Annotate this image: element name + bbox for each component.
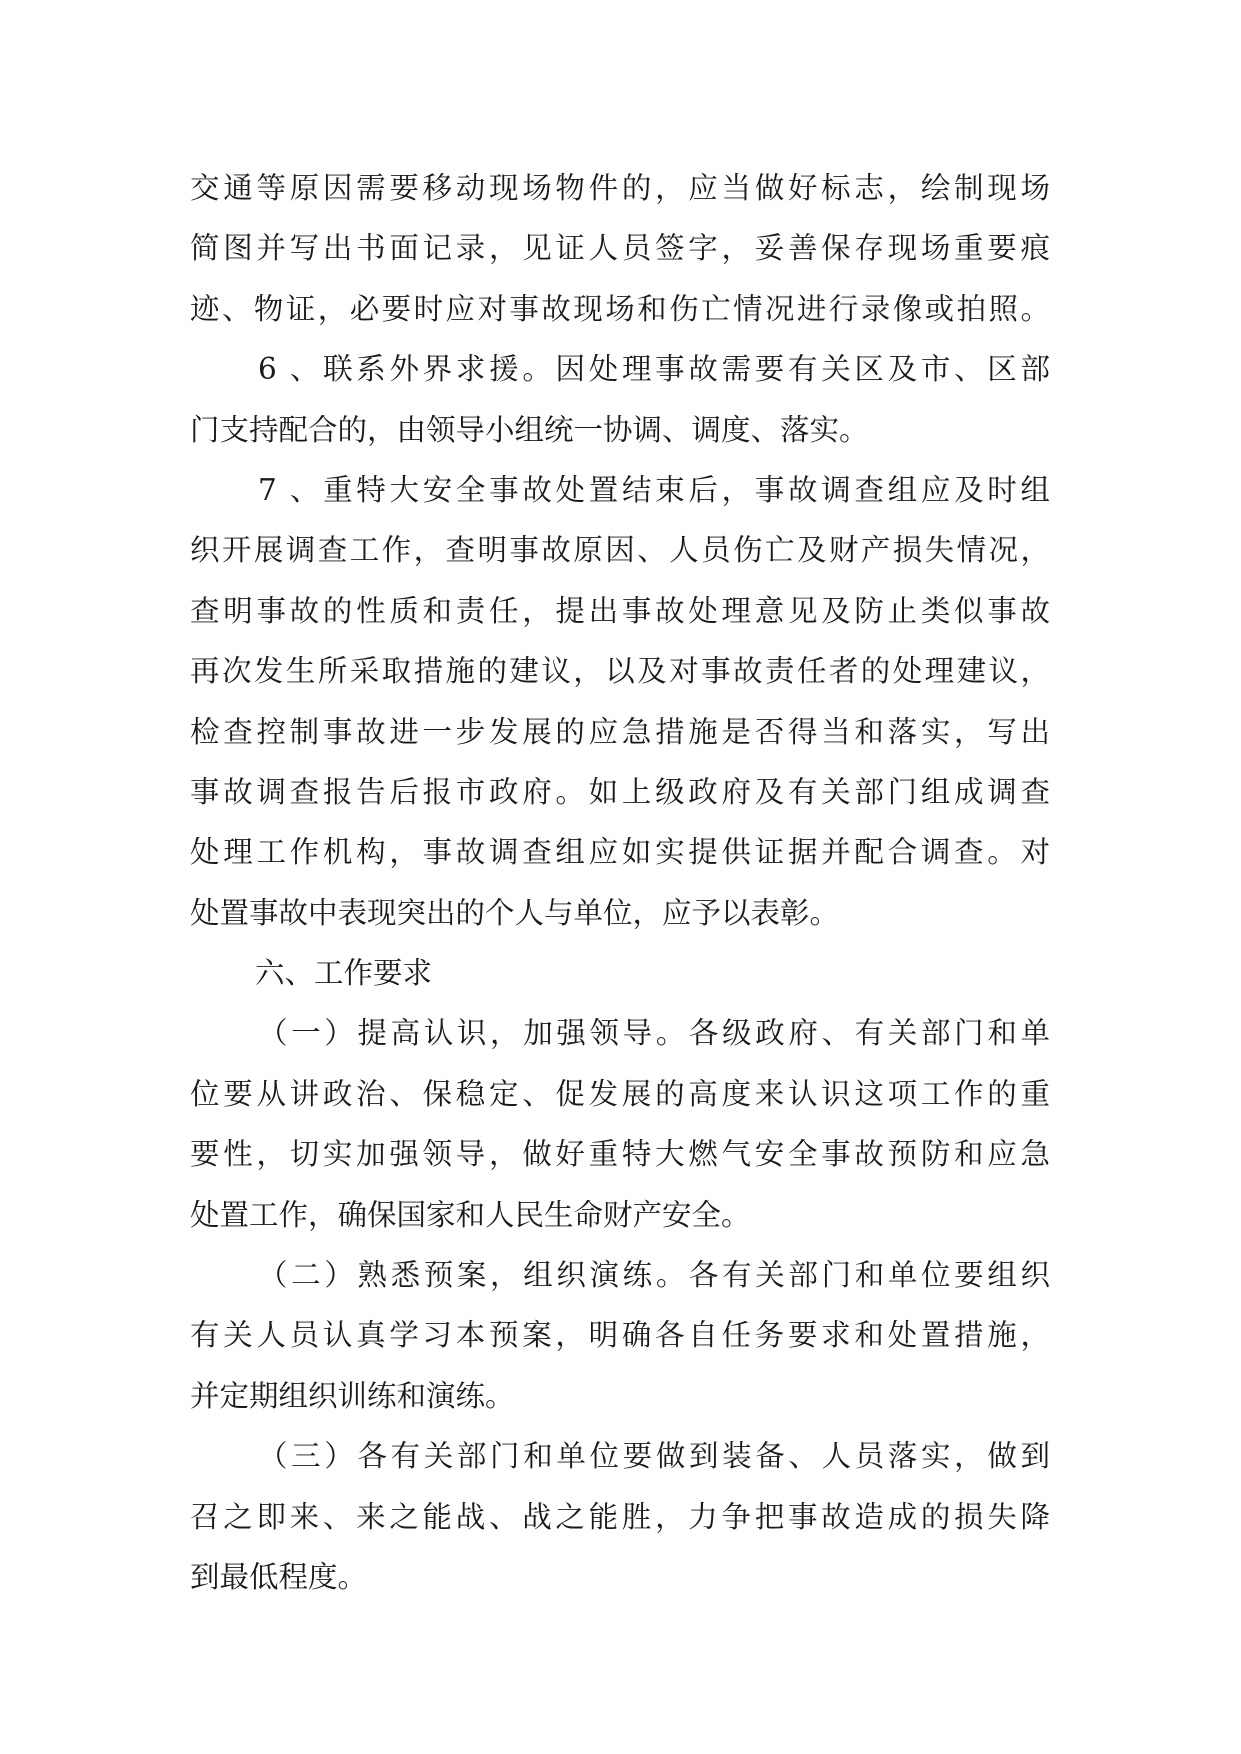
text-line: 查明事故的性质和责任，提出事故处理意见及防止类似事故 — [190, 593, 1050, 628]
text-line: 召之即来、来之能战、战之能胜，力争把事故造成的损失降 — [190, 1499, 1050, 1534]
text-line: 6 、联系外界求援。因处理事故需要有关区及市、区部 — [258, 352, 1050, 387]
text-line: 有关人员认真学习本预案，明确各自任务要求和处置措施， — [190, 1318, 1050, 1353]
text-line: 处置工作，确保国家和人民生命财产安全。 — [190, 1197, 751, 1232]
document-body — [190, 158, 1050, 1607]
text-line: 再次发生所采取措施的建议，以及对事故责任者的处理建议， — [190, 654, 1050, 689]
text-line: 要性，切实加强领导，做好重特大燃气安全事故预防和应急 — [190, 1137, 1050, 1172]
text-line: 迹、物证，必要时应对事故现场和伤亡情况进行录像或拍照。 — [190, 291, 1050, 326]
text-line: 简图并写出书面记录，见证人员签字，妥善保存现场重要痕 — [190, 231, 1050, 266]
text-line: 事故调查报告后报市政府。如上级政府及有关部门组成调查 — [190, 774, 1050, 809]
text-line: 并定期组织训练和演练。 — [190, 1378, 515, 1413]
text-line: （三）各有关部门和单位要做到装备、人员落实，做到 — [258, 1439, 1050, 1474]
text-line: 处理工作机构，事故调查组应如实提供证据并配合调查。对 — [190, 835, 1050, 870]
text-line: 交通等原因需要移动现场物件的，应当做好标志，绘制现场 — [190, 171, 1050, 205]
text-line: 检查控制事故进一步发展的应急措施是否得当和落实，写出 — [190, 714, 1050, 749]
text-line: （一）提高认识，加强领导。各级政府、有关部门和单 — [258, 1016, 1050, 1051]
text-line: 到最低程度。 — [190, 1559, 368, 1594]
text-line: 7 、重特大安全事故处置结束后，事故调查组应及时组 — [258, 472, 1050, 507]
text-line: 位要从讲政治、保稳定、促发展的高度来认识这项工作的重 — [190, 1076, 1050, 1111]
text-line: 门支持配合的，由领导小组统一协调、调度、落实。 — [190, 412, 869, 447]
text-line: 处置事故中表现突出的个人与单位，应予以表彰。 — [190, 895, 840, 930]
text-line: 织开展调查工作，查明事故原因、人员伤亡及财产损失情况， — [190, 533, 1050, 568]
section-heading: 六、工作要求 — [255, 956, 433, 991]
text-line: （二）熟悉预案，组织演练。各有关部门和单位要组织 — [258, 1258, 1050, 1293]
